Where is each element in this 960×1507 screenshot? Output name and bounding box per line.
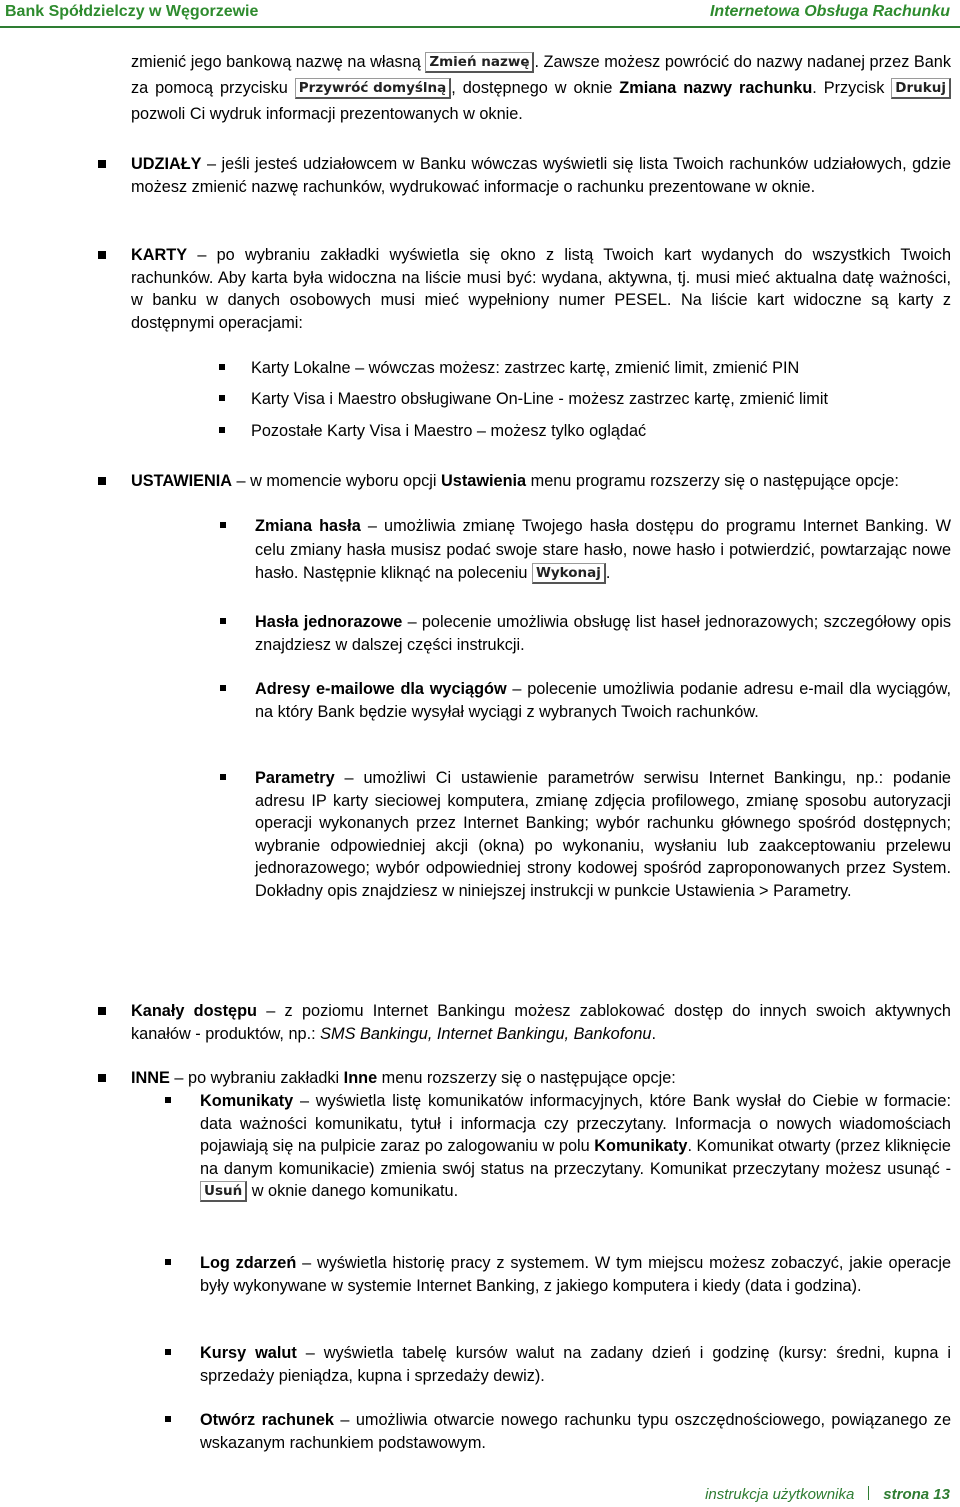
karty-item-visa-online: Karty Visa i Maestro obsługiwane On-Line - możesz zastrzec kartę, zmienić limit [251, 390, 828, 408]
bullet-parametry [220, 774, 226, 780]
page-number: strona 13 [883, 1486, 950, 1503]
kursy-walut-item: Kursy walut – wyświetla tabelę kursów walut na zadany dzień i godzinę (kursy: średni, kupna i sprzedaży pieniądza, kupna i sprzedaży dewiz). [200, 1344, 951, 1385]
rename-button[interactable]: Zmień nazwę [425, 52, 534, 73]
otworz-rachunek-item: Otwórz rachunek – umożliwia otwarcie nowego rachunku typu oszczędnościowego, powiązanego ze wskazanym rachunkiem podstawowym. [200, 1411, 951, 1452]
ustawienia-section: USTAWIENIA – w momencie wyboru opcji Ustawienia menu programu rozszerzy się o następujące opcje: [131, 472, 899, 490]
kanaly-section: Kanały dostępu – z poziomu Internet Bankingu możesz zablokować dostęp do innych swoich aktywnych kanałów - produktów, np.: SMS Bankingu, Internet Bankingu, Bankofonu. [131, 1002, 951, 1043]
karty-item-pozostale: Pozostałe Karty Visa i Maestro – możesz tylko oglądać [251, 422, 647, 440]
bullet-kanaly [98, 1007, 106, 1015]
bullet-zmiana-hasla [220, 522, 226, 528]
bullet-karty-pozostale [219, 427, 225, 433]
bullet-karty [98, 251, 106, 259]
bullet-komunikaty [165, 1097, 171, 1103]
bullet-kursy-walut [165, 1349, 171, 1355]
komunikaty-title: Komunikaty [200, 1092, 294, 1110]
footer-separator [868, 1486, 869, 1500]
log-zdarzen-title: Log zdarzeń [200, 1254, 297, 1272]
komunikaty-field: Komunikaty [594, 1137, 688, 1155]
bullet-karty-lokalne [219, 364, 225, 370]
execute-button[interactable]: Wykonaj [532, 563, 606, 584]
delete-button[interactable]: Usuń [200, 1181, 247, 1202]
kanaly-products: SMS Bankingu, Internet Bankingu, Bankofonu [320, 1024, 652, 1043]
bank-name: Bank Spółdzielczy w Węgorzewie [5, 3, 259, 20]
karty-section: KARTY – po wybraniu zakładki wyświetla się okno z listą Twoich kart wydanych do wszystkich Twoich rachunków. Aby karta była widoczna na liście musi być: wydana, aktywna, tj. musi mieć aktualna datę ważności, w banku w danych osobowych musi mieć wypełniony numer PESEL. Na liście kart widoczne są karty z dostępnymi operacjami: [131, 246, 951, 332]
page-header [0, 0, 960, 28]
bullet-log-zdarzen [165, 1259, 171, 1265]
intro-paragraph: zmienić jego bankową nazwę na własną Zmień nazwę . Zawsze możesz powrócić do nazwy nadanej przez Bank za pomocą przycisku Przywróć domyślną , dostępnego w oknie Zmiana nazwy rachunku. Przycisk Drukuj pozwoli Ci wydruk informacji prezentowanych w oknie. [131, 53, 951, 123]
restore-default-button[interactable]: Przywróć domyślną [295, 78, 452, 99]
kanaly-title: Kanały dostępu [131, 1002, 257, 1020]
bullet-ustawienia [98, 477, 106, 485]
zmiana-hasla-title: Zmiana hasła [255, 517, 361, 535]
inne-section: INNE – po wybraniu zakładki Inne menu rozszerzy się o następujące opcje: [131, 1069, 676, 1087]
bullet-karty-visa-online [219, 395, 225, 401]
komunikaty-item: Komunikaty – wyświetla listę komunikatów informacyjnych, które Bank wysłał do Ciebie w formacie: data ważności komunikatu, tytuł i informacja czy przeczytany. Informacja o nowych wiadomościach pojawiają się na pulpicie zaraz po zalogowaniu w polu Komunikaty. Komunikat otwarty (przez kliknięcie na danym komunikacie) zmienia swój status na przeczytany. Komunikat przeczytany możesz usunąć - Usuń w oknie danego komunikatu. [200, 1090, 951, 1203]
bullet-hasla-jednorazowe [220, 618, 226, 624]
bullet-udzialy [98, 160, 106, 168]
log-zdarzen-item: Log zdarzeń – wyświetla historię pracy z systemem. W tym miejscu możesz zobaczyć, jakie operacje były wykonywane w systemie Internet Banking, z jakiego komputera i kiedy (data i godzina). [200, 1254, 951, 1295]
hasla-jednorazowe-item: Hasła jednorazowe – polecenie umożliwia obsługę list haseł jednorazowych; szczegółowy opis znajdziesz w dalszej części instrukcji. [255, 613, 951, 654]
zmiana-hasla-item: Zmiana hasła – umożliwia zmianę Twojego hasła dostępu do programu Internet Banking. W celu zmiany hasła musisz podać swoje stare hasło, nowe hasło i potwierdzić, powtarzając nowe hasło. Następnie kliknąć na poleceniu Wykonaj . [255, 515, 951, 586]
bullet-inne [98, 1074, 106, 1082]
ustawienia-title: USTAWIENIA [131, 472, 233, 490]
karty-item-lokalne: Karty Lokalne – wówczas możesz: zastrzec kartę, zmienić limit, zmienić PIN [251, 359, 800, 377]
page-footer [705, 1486, 950, 1503]
kursy-walut-title: Kursy walut [200, 1344, 297, 1362]
print-button[interactable]: Drukuj [891, 78, 951, 99]
udzialy-section: UDZIAŁY – jeśli jesteś udziałowcem w Banku wówczas wyświetli się lista Twoich rachunków udziałowych, gdzie możesz zmienić nazwę rachunków, wydrukować informacje o rachunku prezentowane w oknie. [131, 155, 951, 196]
window-name: Zmiana nazwy rachunku [619, 79, 813, 97]
bullet-otworz-rachunek [165, 1416, 171, 1422]
otworz-rachunek-title: Otwórz rachunek [200, 1411, 334, 1429]
ustawienia-menu: Ustawienia [441, 472, 527, 490]
adresy-email-title: Adresy e-mailowe dla wyciągów [255, 680, 507, 698]
parametry-item: Parametry – umożliwi Ci ustawienie parametrów serwisu Internet Bankingu, np.: podanie adresu IP karty sieciowej komputera, zmianę zdjęcia profilowego, zmianę sposobu autoryzacji operacji wykonanych przez Internet Banking; wybór rachunku głównego spośród dostępnych; wybranie odpowiedniej akcji (okna) po wykonaniu, wysłaniu lub zaakceptowaniu przelewu jednorazowego; wybór odpowiedniej strony kodowej spośród zaproponowanych przez System. Dokładny opis znajdziesz w niniejszej instrukcji w punkcie Ustawienia > Parametry. [255, 769, 951, 900]
inne-title: INNE [131, 1069, 170, 1087]
document-title: Internetowa Obsługa Rachunku [709, 3, 950, 20]
footer-label: instrukcja użytkownika [705, 1486, 855, 1503]
parametry-title: Parametry [255, 769, 335, 787]
udzialy-title: UDZIAŁY [131, 155, 202, 173]
hasla-jednorazowe-title: Hasła jednorazowe [255, 613, 403, 631]
adresy-email-item: Adresy e-mailowe dla wyciągów – polecenie umożliwia podanie adresu e-mail dla wyciągów, na który Bank będzie wysyłał wyciągi z wybranych Twoich rachunków. [255, 680, 951, 721]
karty-title: KARTY [131, 246, 188, 264]
inne-menu: Inne [343, 1069, 378, 1087]
bullet-adresy-email [220, 685, 226, 691]
